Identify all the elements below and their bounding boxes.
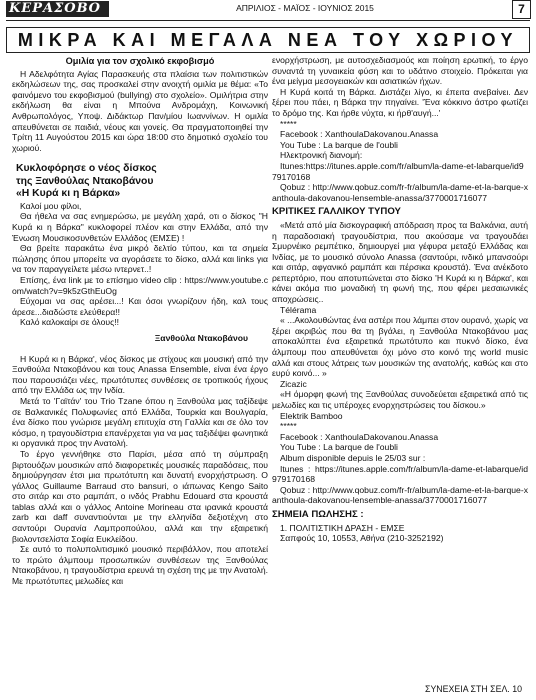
album-heading-line1: Κυκλοφόρησε ο νέος δίσκος — [16, 163, 157, 175]
critic-source-1: Télérama — [280, 304, 317, 315]
album-heading-line2: της Ξανθούλας Ντακοβάνου — [16, 175, 154, 187]
issue-dates: ΑΠΡΙΛΙΟΣ - ΜΑΪΟΣ - ΙΟΥΝΙΟΣ 2015 — [236, 3, 374, 13]
right-column — [272, 55, 528, 695]
talk-heading: Ομιλία για τον σχολικό εκφοβισμό — [65, 56, 215, 66]
itunes-link-2: Itunes : https://itunes.apple.com/fr/album/la-dame-et-labarque/id979170168 — [272, 463, 528, 485]
separator-stars: ***** — [280, 118, 297, 129]
critic-source-3: Elektrik Bamboo — [280, 410, 343, 421]
youtube-link-2: You Tube : La barque de l'oubli — [280, 442, 398, 453]
left-column — [12, 56, 268, 696]
press-paragraph-6: Η Κυρά κοιτά τη Βάρκα. Διστάζει λίγο, κι έπειτα ανεβαίνει. Δεν ξέρει που πάει, η Βάρκα την πηγαίνει. 'Ένα κόκκινο άστρο φωτίζει το δρόμο της. Και ήρθε νύχτα, κι ήρθ'αυγή...' — [272, 86, 528, 118]
album-paragraph-5: Καλό καλοκαίρι σε όλους!! — [20, 317, 119, 328]
greeting: Καλοί μου φίλοι, — [20, 200, 82, 211]
press-paragraph-2: Μετά το 'Γαϊτάν' του Trio Tzane όπου η Ξανθούλα μας ταξίδεψε σε Βαλκανικές Πολυφωνίες από Ελλάδα, Τουρκία και Βουλγαρία, ένα δίσκο που γνώρισε μεγάλη επιτυχία στη Γαλλία και σε όλο τον κόσμο, η τραγουδίστρια επανέρχεται για να μας ταξιδέψει φωνητικά κι οργανικά προς την Ανατολή. — [12, 395, 268, 449]
critic-quote-2: « ...Ακολουθώντας ένα αστέρι που λάμπει στον ουρανό, χωρίς να ξέρει ακριβώς που θα τη βγάλει, η Ξανθούλα Ντακοβάνου μας αποκαλύπτει ένα εξαιρετικά πρωτότυπο και πυκνό δίσκο, ένα άλμπουμ που απευθύνεται όχι μόνο στο κοινό της world music αλλά και στους λάτρεις των μουσικών της ανατολής, καθώς και στο ευρύ κοινό... » — [272, 315, 528, 379]
critic-quote-1: «Μετά από μία δισκογραφική απόδραση προς τα Βαλκάνια, αυτή η παραδοσιακή τραγουδίστρια, που ακούσαμε να τραγουδάει Σμυρνέικο ρεμπέτικο, δημιουργεί μια γέφυρα μεταξύ Ελλάδας και Ινδίας, με το μουσικό σύνολο Anassa (σαντούρι, ινδικό μπανσούρι και σιτάρ, αφγανικό ραμπάπ και πέρσικα κρουστά). Ένα ανέκδοτο ρεπερτόριο, που αποτυπώνεται στο δίσκο 'Η Κυρά κι η Βάρκα', και κάνει ακόμα πιο μοναδική τη φωνή της, που φέρει μεσαιωνικές αποχρώσεις.. — [272, 219, 528, 305]
press-paragraph-3: Το έργο γεννήθηκε στο Παρίσι, μέσα από τη σύμπραξη βιρτουόζων μουσικών από διαφορετικές μουσικές παραδόσεις, που δημιούργησαν έτσι μια πρωτότυπη και δυνατή ενορχήστρωση. Ο γάλλος Guillaume Barraud στο bansuri, ο ιάπωνας Kengo Saito στο σιτάρ και στο ραμπάπ, ο ινδός Prabhu Edouard στα κρουστά tablas αλλά και ο γάλλος Antoine Morineau στα ιρανικά κρουστά zarb και daff συναντιούνται με την ελληνίδα δεξιοτέχνη στο σαντούρι Ουρανία Λαμπροπούλου, αλλά και την εξαιρετική βιολοντσελίστα Σοφία Ευκλείδου. — [12, 448, 268, 544]
separator-stars-2: ***** — [280, 421, 297, 432]
point-of-sale-1: 1. ΠΟΛΙΤΙΣΤΙΚΗ ΔΡΑΣΗ - ΕΜΣΕ — [280, 522, 405, 533]
point-of-sale-1-address: Σαπφούς 10, 10553, Αθήνα (210-3252192) — [280, 533, 444, 544]
youtube-link: You Tube : La barque de l'oubli — [280, 139, 398, 150]
qobuz-link-2: Qobuz : http://www.qobuz.com/fr-fr/album/la-dame-et-la-barque-xanthoula-dakovanou-lensemble-anassa/3770001716077 — [272, 484, 528, 506]
continued-note: ΣΥΝΕΧΕΙΑ ΣΤΗ ΣΕΛ. 10 — [425, 684, 522, 694]
qobuz-link: Qobuz : http://www.qobuz.com/fr-fr/album/la-dame-et-la-barque-xanthoula-dakovanou-lensemble-anassa/3770001716077 — [272, 182, 528, 203]
critic-quote-3: «Η όμορφη φωνή της Ξανθούλας συνοδεύεται εξαιρετικά από τις μελωδίες και τις υπέροχες ενορχηστρώσεις του δίσκου.» — [272, 389, 528, 410]
critics-heading: ΚΡΙΤΙΚΕΣ ΓΑΛΛΙΚΟΥ ΤΥΠΟΥ — [272, 206, 401, 218]
spacer — [12, 153, 268, 163]
press-paragraph-1: Η Κυρά κι η Βάρκα', νέος δίσκος με στίχους και μουσική από την Ξανθούλα Ντακοβάνου και τους Anassa Ensemble, είναι ένα έργο που παρουσιάζει νέες, πρωτότυπες συνθέσεις σε τροπικούς ήχους από την Ελλάδα ως την Ινδία. — [12, 353, 268, 396]
album-paragraph-1: Θα ήθελα να σας ενημερώσω, με μεγάλη χαρά, οτι ο δίσκος "Η Κυρά κι η Βάρκα" κυκλοφορεί πλέον και στην Ελλάδα, από την Ένωση Μουσικοσυνθετών Ελλάδος (ΕΜΣΕ) ! — [12, 211, 268, 243]
page-number: 7 — [512, 0, 531, 19]
album-paragraph-3: Επίσης, ένα link με το επίσημο video clip : https://www.youtube.com/watch?v=9k5zGthEuOg — [12, 275, 268, 296]
album-paragraph-4: Εύχομαι να σας αρέσει...! Και όσοι γνωρίζουν ήδη, καλ τους άρεσε...διαδώστε ελεύθερα!! — [12, 296, 268, 317]
itunes-link: Itunes:https://itunes.apple.com/fr/album/la-dame-et-labarque/id979170168 — [272, 160, 524, 182]
header-rule — [6, 20, 530, 21]
album-paragraph-2: Θα βρείτε παρακάτω ένα μικρό δελτίο τύπου, και τα σημεία πώλησης όπου μπορείτε να αγοράσετε το δίσκο, αλλά και links για να τον παραγγείλετε μέσω ιντερνετ..! — [12, 243, 268, 275]
album-availability: Album disponible depuis le 25/03 sur : — [280, 452, 426, 463]
section-banner: ΜΙΚΡΑ ΚΑΙ ΜΕΓΑΛΑ ΝΕΑ ΤΟΥ ΧΩΡΙΟΥ — [6, 27, 530, 53]
distribution-label: Ηλεκτρονική διανομή: — [280, 150, 363, 161]
critic-source-2: Zicazic — [280, 378, 307, 389]
press-paragraph-4: Σε αυτό το πολυπολιτισμικό μουσικό περιβάλλον, που αποτελεί το πρώτο άλμπουμ προσωπικών συνθέσεων της Ξανθούλας Ντακοβάνου, η τραγουδίστρια ερευνά τη σχέση της με την Ανατολή. Με πρωτότυπες μελωδίες και — [12, 544, 268, 587]
page-header — [0, 0, 536, 20]
points-of-sale-heading: ΣΗΜΕΙΑ ΠΩΛΗΣΗΣ : — [272, 508, 364, 520]
talk-body: Η Αδελφότητα Αγίας Παρασκευής στα πλαίσια των πολιτιστικών εκδηλώσεων της, σας προσκαλεί στην ανοιχτή ομιλία με θέμα: «Το φαινόμενο του εκφοβισμού (bullying) στο σχολείο». Ομιλήτρια στην εκδήλωση θα είναι η Μπούνα Ανδρομάχη, Κοινωνική Ανθρωπολόγος, Υποψ. Διδάκτωρ Παν/μίου Ιωαννίνων. Η ομιλία απευθύνεται σε παιδιά, νέους και γονείς. Θα πραγματοποιηθεί την Τρίτη 11 Αυγούστου 2015 και ώρα 18:00 στο δημοτικό σχολείο του χωριού. — [12, 68, 268, 153]
facebook-link: Facebook : XanthoulaDakovanou.Anassa — [280, 129, 439, 140]
album-heading-line3: «Η Κυρά κι η Βάρκα» — [16, 188, 121, 200]
masthead-title: ΚΕΡΑΣΟΒΟ — [6, 1, 109, 17]
facebook-link-2: Facebook : XanthoulaDakovanou.Anassa — [280, 431, 439, 442]
press-paragraph-5: ενορχήστρωση, με αυτοσχεδιασμούς και ποίηση ερωτική, το έργο συναντά τη γυναικεία φύση και το υδάτινο στοιχείο. Πρόκειται για ένα μείγμα μεσογειακών και ασιατικών ήχων. — [272, 55, 528, 87]
signature: Ξανθούλα Ντακοβάνου — [154, 332, 248, 343]
